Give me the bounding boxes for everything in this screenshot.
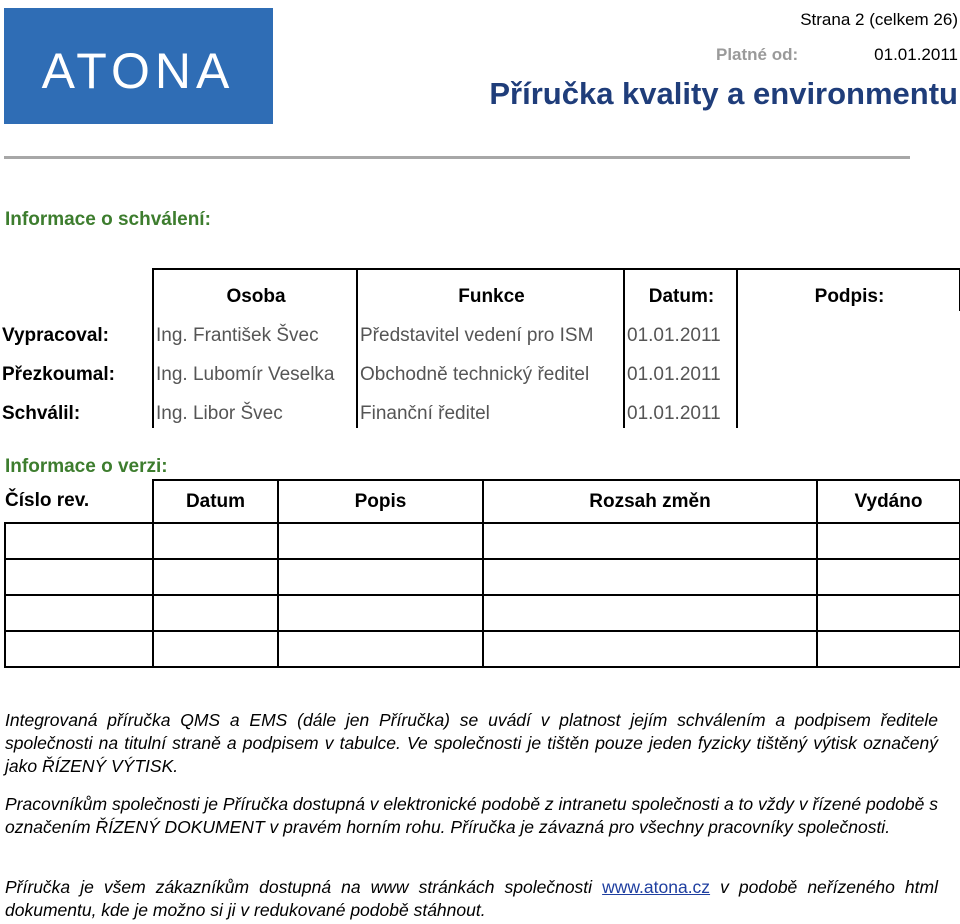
company-logo — [4, 8, 273, 124]
approval-date: 01.01.2011 — [624, 389, 737, 428]
revision-row — [5, 631, 960, 667]
approval-header-function: Funkce — [357, 269, 624, 311]
validity-text: Integrovaná příručka QMS a EMS (dále jen Příručka) se uvádí v platnost jejím schválením a podpisem ředitele společnosti na titulní straně a podpisem v tabulce. Ve společnosti je tištěn pouze jeden fyzicky tištěný výtisk označený jako ŘÍZENÝ VÝTISK. — [5, 710, 938, 776]
approval-header-date: Datum: — [624, 269, 737, 311]
revision-section-title: Informace o verzi: — [5, 456, 168, 477]
approval-table — [0, 268, 960, 428]
approval-person: Ing. Lubomír Veselka — [153, 350, 357, 389]
valid-from-label: Platné od: — [716, 45, 799, 64]
approval-header-person: Osoba — [153, 269, 357, 311]
approval-person: Ing. Libor Švec — [153, 389, 357, 428]
revision-row — [5, 559, 960, 595]
availability-paragraph — [5, 793, 938, 839]
approval-person: Ing. František Švec — [153, 311, 357, 350]
web-text-before: Příručka je všem zákazníkům dostupná na www stránkách společnosti — [5, 877, 603, 897]
approval-header-empty — [0, 269, 153, 311]
approval-header-row — [0, 269, 960, 311]
validity-paragraph — [5, 709, 938, 778]
approval-row — [0, 311, 960, 350]
approval-date: 01.01.2011 — [624, 350, 737, 389]
revision-header-date: Datum — [153, 480, 278, 523]
approval-section-title: Informace o schválení: — [5, 209, 211, 230]
company-website-link[interactable]: www.atona.cz — [602, 877, 711, 897]
revision-header-issued: Vydáno — [817, 480, 960, 523]
atona-logo-mark — [4, 8, 273, 124]
approval-role: Schválil: — [2, 403, 81, 424]
web-paragraph — [5, 876, 938, 922]
document-title: Příručka kvality a environmentu — [489, 76, 958, 111]
revision-header-description: Popis — [278, 480, 483, 523]
revision-row — [5, 595, 960, 631]
revision-header-row — [5, 480, 960, 523]
approval-row — [0, 389, 960, 428]
web-text — [5, 876, 938, 922]
approval-signature — [737, 350, 960, 389]
web-text-after: v podobě neřízeného html dokumentu, kde je možno si ji v redukované podobě stáhnout. — [5, 877, 938, 920]
approval-role: Přezkoumal: — [2, 364, 115, 385]
header-divider — [4, 156, 910, 159]
approval-function: Představitel vedení pro ISM — [357, 311, 624, 350]
approval-row — [0, 350, 960, 389]
valid-from-date: 01.01.2011 — [874, 45, 958, 64]
revision-row — [5, 523, 960, 559]
approval-signature — [737, 389, 960, 428]
approval-function: Obchodně technický ředitel — [357, 350, 624, 389]
revision-header-number: Číslo rev. — [5, 480, 153, 523]
revision-table — [4, 479, 960, 668]
revision-header-scope: Rozsah změn — [483, 480, 817, 523]
approval-signature — [737, 311, 960, 350]
approval-function: Finanční ředitel — [357, 389, 624, 428]
page-number: Strana 2 (celkem 26) — [800, 10, 958, 29]
approval-date: 01.01.2011 — [624, 311, 737, 350]
availability-text: Pracovníkům společnosti je Příručka dostupná v elektronické podobě z intranetu společnosti a to vždy v řízené podobě s označením ŘÍZENÝ DOKUMENT v pravém horním rohu. Příručka je závazná pro všechny pracovníky společnosti. — [5, 794, 938, 837]
approval-role: Vypracoval: — [2, 325, 110, 346]
approval-header-signature: Podpis: — [737, 269, 960, 311]
logo-text: ATONA — [41, 43, 235, 99]
